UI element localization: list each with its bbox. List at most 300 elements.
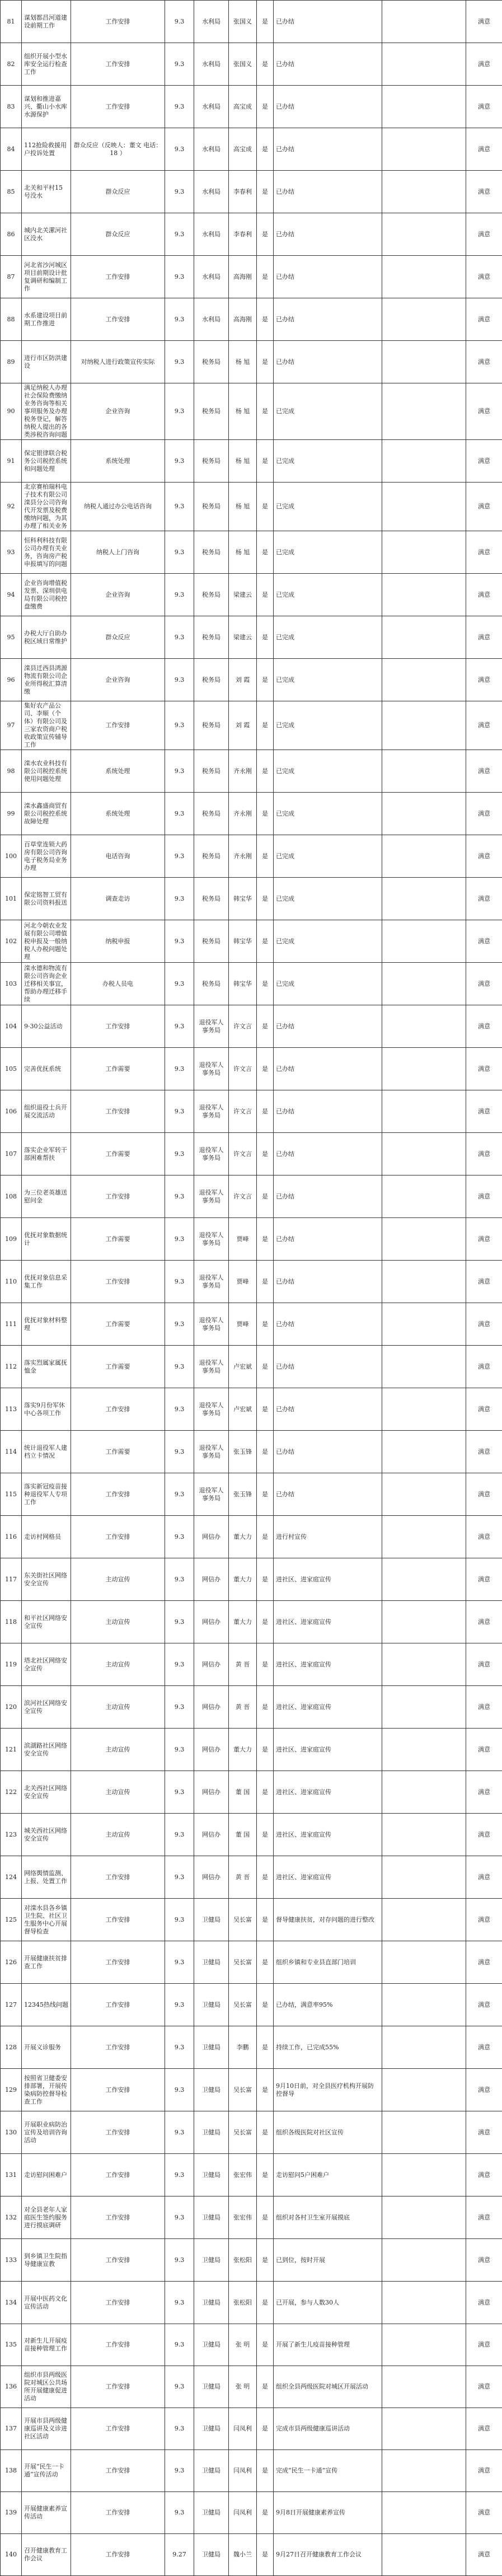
row-number: 117 <box>1 1558 22 1601</box>
handling-result: 进社区、进家庭宣传 <box>274 1729 382 1771</box>
table-row <box>1 1984 502 2026</box>
department: 卫健局 <box>194 2154 229 2196</box>
completed-flag: 是 <box>257 213 274 256</box>
satisfaction: 满意 <box>466 1218 502 1261</box>
task-content: 组织开展小型水库安全运行检查工作 <box>22 43 71 86</box>
row-number: 112 <box>1 1346 22 1388</box>
row-number: 101 <box>1 878 22 920</box>
responsible-person: 贾峰 <box>229 1218 257 1261</box>
responsible-person: 卢宏斌 <box>229 1346 257 1388</box>
department: 退役军人事务局 <box>194 1346 229 1388</box>
table-row <box>1 383 502 440</box>
table-row <box>1 2450 502 2492</box>
satisfaction: 满意 <box>466 878 502 920</box>
row-number: 89 <box>1 341 22 383</box>
empty-cell <box>382 440 466 483</box>
task-content: 滨河社区网络安全宣传 <box>22 1686 71 1729</box>
department: 网信办 <box>194 1771 229 1814</box>
satisfaction: 满意 <box>466 1048 502 1090</box>
task-date: 9.3 <box>165 701 194 750</box>
row-number: 132 <box>1 2196 22 2239</box>
completed-flag: 是 <box>257 1899 274 1941</box>
handling-result: 9月8日开展健康素养宣传 <box>274 2492 382 2534</box>
table-body <box>1 1 502 2576</box>
handling-result: 已办结 <box>274 43 382 86</box>
handling-result: 已办结 <box>274 1048 382 1090</box>
table-row <box>1 659 502 701</box>
task-type: 工作安排 <box>71 701 165 750</box>
department: 卫健局 <box>194 2026 229 2069</box>
completed-flag: 是 <box>257 574 274 616</box>
table-row <box>1 2026 502 2069</box>
handling-result: 已办结 <box>274 1261 382 1303</box>
task-content: 按照省卫健委安排部署，开展传染病防控督导检查工作 <box>22 2069 71 2111</box>
row-number: 94 <box>1 574 22 616</box>
department: 卫健局 <box>194 2111 229 2154</box>
responsible-person: 董大力 <box>229 1558 257 1601</box>
empty-cell <box>382 1516 466 1558</box>
task-date: 9.3 <box>165 2196 194 2239</box>
handling-result: 进社区、进家庭宣传 <box>274 1686 382 1729</box>
task-type: 工作安排 <box>71 1090 165 1133</box>
row-number: 140 <box>1 2534 22 2576</box>
handling-result: 已办结 <box>274 1 382 43</box>
responsible-person: 张 明 <box>229 2366 257 2408</box>
department: 卫健局 <box>194 2196 229 2239</box>
responsible-person: 刘 霞 <box>229 701 257 750</box>
task-date: 9.3 <box>165 1 194 43</box>
task-date: 9.3 <box>165 1133 194 1175</box>
responsible-person: 梁建云 <box>229 574 257 616</box>
row-number: 98 <box>1 750 22 793</box>
task-type: 工作安排 <box>71 1473 165 1516</box>
task-content: 对新生儿开展疫苗接种管理工作 <box>22 2324 71 2366</box>
table-row <box>1 213 502 256</box>
task-date: 9.3 <box>165 1473 194 1516</box>
completed-flag: 是 <box>257 2282 274 2324</box>
responsible-person: 张国义 <box>229 43 257 86</box>
task-type: 工作安排 <box>71 2196 165 2239</box>
handling-result: 组织对各村卫生室开展摸底 <box>274 2196 382 2239</box>
task-date: 9.3 <box>165 171 194 213</box>
satisfaction: 满意 <box>466 1516 502 1558</box>
department: 网信办 <box>194 1729 229 1771</box>
department: 卫健局 <box>194 2450 229 2492</box>
task-type: 工作安排 <box>71 1941 165 1984</box>
handling-result: 已办结 <box>274 341 382 383</box>
department: 税务局 <box>194 963 229 1005</box>
completed-flag: 是 <box>257 128 274 171</box>
table-row <box>1 1175 502 1218</box>
task-content: 滦水鑫盛商贸有限公司税控系统故障处理 <box>22 793 71 835</box>
task-content: 办税大厅自助办税区域日常维护 <box>22 616 71 659</box>
row-number: 114 <box>1 1431 22 1473</box>
empty-cell <box>382 2239 466 2282</box>
department: 退役军人事务局 <box>194 1048 229 1090</box>
task-type: 工作安排 <box>71 1899 165 1941</box>
task-type: 纳税人上门咨询 <box>71 531 165 574</box>
table-row <box>1 701 502 750</box>
completed-flag: 是 <box>257 1388 274 1431</box>
table-row <box>1 1856 502 1899</box>
empty-cell <box>382 1133 466 1175</box>
responsible-person: 黄 晋 <box>229 1856 257 1899</box>
completed-flag: 是 <box>257 2111 274 2154</box>
responsible-person: 许文言 <box>229 1005 257 1048</box>
row-number: 115 <box>1 1473 22 1516</box>
task-date: 9.3 <box>165 440 194 483</box>
responsible-person: 李春利 <box>229 213 257 256</box>
completed-flag: 是 <box>257 1729 274 1771</box>
satisfaction: 满意 <box>466 383 502 440</box>
responsible-person: 韩宝华 <box>229 963 257 1005</box>
handling-result: 已完成 <box>274 574 382 616</box>
table-row <box>1 2366 502 2408</box>
satisfaction: 满意 <box>466 2239 502 2282</box>
completed-flag: 是 <box>257 1516 274 1558</box>
task-content: 对滦水县各乡镇卫生院、社区卫生服务中心开展督导检查 <box>22 1899 71 1941</box>
row-number: 83 <box>1 86 22 128</box>
row-number: 139 <box>1 2492 22 2534</box>
department: 税务局 <box>194 750 229 793</box>
completed-flag: 是 <box>257 1686 274 1729</box>
task-type: 工作安排 <box>71 1261 165 1303</box>
row-number: 97 <box>1 701 22 750</box>
table-row <box>1 2324 502 2366</box>
task-type: 工作需要 <box>71 1048 165 1090</box>
handling-result: 已办结 <box>274 298 382 341</box>
completed-flag: 是 <box>257 2154 274 2196</box>
satisfaction: 满意 <box>466 341 502 383</box>
handling-result: 走访慰问5户困难户 <box>274 2154 382 2196</box>
table-row <box>1 2154 502 2196</box>
task-date: 9.3 <box>165 213 194 256</box>
row-number: 82 <box>1 43 22 86</box>
satisfaction: 满意 <box>466 1175 502 1218</box>
satisfaction: 满意 <box>466 1431 502 1473</box>
department: 退役军人事务局 <box>194 1218 229 1261</box>
satisfaction: 满意 <box>466 1261 502 1303</box>
completed-flag: 是 <box>257 1941 274 1984</box>
task-content: 开展职业病防治宣传及培训咨询活动 <box>22 2111 71 2154</box>
empty-cell <box>382 2534 466 2576</box>
completed-flag: 是 <box>257 878 274 920</box>
task-date: 9.27 <box>165 2534 194 2576</box>
task-content: 满足纳税人办理社会保险费缴纳业务咨询等相关事项服务及办理税务登记，解答纳税人提出的各类涉税咨询问题 <box>22 383 71 440</box>
satisfaction: 满意 <box>466 835 502 878</box>
task-date: 9.3 <box>165 2492 194 2534</box>
responsible-person: 高海刚 <box>229 256 257 298</box>
task-type: 工作安排 <box>71 1984 165 2026</box>
task-date: 9.3 <box>165 256 194 298</box>
empty-cell <box>382 1346 466 1388</box>
completed-flag: 是 <box>257 1643 274 1686</box>
department: 退役军人事务局 <box>194 1133 229 1175</box>
task-type: 工作安排 <box>71 2534 165 2576</box>
department: 税务局 <box>194 616 229 659</box>
empty-cell <box>382 2026 466 2069</box>
satisfaction: 满意 <box>466 1005 502 1048</box>
row-number: 128 <box>1 2026 22 2069</box>
responsible-person: 黄 晋 <box>229 1686 257 1729</box>
handling-result: 已办结 <box>274 1090 382 1133</box>
task-type: 主动宣传 <box>71 1558 165 1601</box>
task-content: 网络舆情监测、上报、处置工作 <box>22 1856 71 1899</box>
satisfaction: 满意 <box>466 920 502 963</box>
table-row <box>1 531 502 574</box>
task-type: 群众反应 <box>71 616 165 659</box>
task-date: 9.3 <box>165 2111 194 2154</box>
empty-cell <box>382 2069 466 2111</box>
table-row <box>1 298 502 341</box>
task-date: 9.3 <box>165 1388 194 1431</box>
department: 税务局 <box>194 574 229 616</box>
task-content: 统计退役军人建档立卡情况 <box>22 1431 71 1473</box>
empty-cell <box>382 878 466 920</box>
empty-cell <box>382 1686 466 1729</box>
responsible-person: 齐永刚 <box>229 835 257 878</box>
row-number: 129 <box>1 2069 22 2111</box>
task-type: 企业咨询 <box>71 659 165 701</box>
empty-cell <box>382 43 466 86</box>
handling-result: 完成市县两级健康巡讲活动 <box>274 2408 382 2450</box>
department: 退役军人事务局 <box>194 1303 229 1346</box>
completed-flag: 是 <box>257 1346 274 1388</box>
table-row <box>1 171 502 213</box>
department: 退役军人事务局 <box>194 1005 229 1048</box>
department: 税务局 <box>194 483 229 531</box>
satisfaction: 满意 <box>466 2408 502 2450</box>
task-type: 电话咨询 <box>71 835 165 878</box>
task-content: 落实企业军转干部困难帮扶 <box>22 1133 71 1175</box>
department: 卫健局 <box>194 2069 229 2111</box>
row-number: 100 <box>1 835 22 878</box>
row-number: 104 <box>1 1005 22 1048</box>
task-type: 系统处理 <box>71 440 165 483</box>
department: 退役军人事务局 <box>194 1473 229 1516</box>
responsible-person: 闫凤利 <box>229 2450 257 2492</box>
completed-flag: 是 <box>257 2324 274 2366</box>
department: 退役军人事务局 <box>194 1388 229 1431</box>
task-date: 9.3 <box>165 574 194 616</box>
empty-cell <box>382 1303 466 1346</box>
handling-result: 已办结 <box>274 1175 382 1218</box>
task-content: 为三位老英雄送慰问金 <box>22 1175 71 1218</box>
row-number: 105 <box>1 1048 22 1090</box>
task-type: 主动宣传 <box>71 1643 165 1686</box>
table-row <box>1 1090 502 1133</box>
task-content: 东关街社区网络安全宣传 <box>22 1558 71 1601</box>
table-row <box>1 1686 502 1729</box>
task-date: 9.3 <box>165 86 194 128</box>
satisfaction: 满意 <box>466 2069 502 2111</box>
row-number: 90 <box>1 383 22 440</box>
satisfaction: 满意 <box>466 1899 502 1941</box>
task-date: 9.3 <box>165 1303 194 1346</box>
task-type: 工作安排 <box>71 1 165 43</box>
task-date: 9.3 <box>165 1814 194 1856</box>
handling-result: 已完成 <box>274 835 382 878</box>
task-type: 工作安排 <box>71 2154 165 2196</box>
responsible-person: 张玉锋 <box>229 1431 257 1473</box>
row-number: 127 <box>1 1984 22 2026</box>
row-number: 107 <box>1 1133 22 1175</box>
responsible-person: 吴长富 <box>229 2111 257 2154</box>
task-type: 主动宣传 <box>71 1814 165 1856</box>
completed-flag: 是 <box>257 298 274 341</box>
department: 网信办 <box>194 1601 229 1643</box>
satisfaction: 满意 <box>466 2366 502 2408</box>
handling-result: 已完成 <box>274 920 382 963</box>
handling-result: 进社区、进家庭宣传 <box>274 1814 382 1856</box>
department: 网信办 <box>194 1516 229 1558</box>
satisfaction: 满意 <box>466 1303 502 1346</box>
table-row <box>1 963 502 1005</box>
task-content: 落实烈属家属抚恤金 <box>22 1346 71 1388</box>
task-date: 9.3 <box>165 2069 194 2111</box>
empty-cell <box>382 1090 466 1133</box>
completed-flag: 是 <box>257 1984 274 2026</box>
handling-result: 已办结 <box>274 1005 382 1048</box>
handling-result: 已办结 <box>274 256 382 298</box>
responsible-person: 卢宏斌 <box>229 1388 257 1431</box>
task-content: 开展健康素养宣传活动 <box>22 2492 71 2534</box>
row-number: 125 <box>1 1899 22 1941</box>
task-type: 对纳税人进行政策宣传实际 <box>71 341 165 383</box>
satisfaction: 满意 <box>466 1346 502 1388</box>
completed-flag: 是 <box>257 1601 274 1643</box>
empty-cell <box>382 383 466 440</box>
table-row <box>1 1218 502 1261</box>
task-type: 工作安排 <box>71 1856 165 1899</box>
table-row <box>1 1048 502 1090</box>
responsible-person: 董大力 <box>229 1729 257 1771</box>
table-row <box>1 1388 502 1431</box>
table-row <box>1 1771 502 1814</box>
task-date: 9.3 <box>165 1558 194 1601</box>
department: 税务局 <box>194 383 229 440</box>
row-number: 106 <box>1 1090 22 1133</box>
satisfaction: 满意 <box>466 1856 502 1899</box>
satisfaction: 满意 <box>466 1601 502 1643</box>
task-date: 9.3 <box>165 793 194 835</box>
handling-result: 已办结 <box>274 128 382 171</box>
department: 水利局 <box>194 256 229 298</box>
satisfaction: 满意 <box>466 1 502 43</box>
department: 卫健局 <box>194 2366 229 2408</box>
handling-result: 已完成 <box>274 963 382 1005</box>
satisfaction: 满意 <box>466 128 502 171</box>
row-number: 133 <box>1 2239 22 2282</box>
responsible-person: 韩宝华 <box>229 878 257 920</box>
task-type: 工作安排 <box>71 1005 165 1048</box>
completed-flag: 是 <box>257 2534 274 2576</box>
department: 网信办 <box>194 1643 229 1686</box>
task-content: 走访慰问困难户 <box>22 2154 71 2196</box>
row-number: 109 <box>1 1218 22 1261</box>
task-date: 9.3 <box>165 1899 194 1941</box>
department: 退役军人事务局 <box>194 1431 229 1473</box>
task-content: 河北省沙河城区项目前期设计批复调研和编制工作 <box>22 256 71 298</box>
satisfaction: 满意 <box>466 963 502 1005</box>
responsible-person: 董 国 <box>229 1771 257 1814</box>
department: 卫健局 <box>194 2408 229 2450</box>
table-row <box>1 835 502 878</box>
task-date: 9.3 <box>165 878 194 920</box>
completed-flag: 是 <box>257 383 274 440</box>
satisfaction: 满意 <box>466 750 502 793</box>
responsible-person: 李春利 <box>229 171 257 213</box>
table-row <box>1 2492 502 2534</box>
task-type: 主动宣传 <box>71 1771 165 1814</box>
responsible-person: 董大力 <box>229 1516 257 1558</box>
table-row <box>1 1601 502 1643</box>
responsible-person: 杨 旭 <box>229 383 257 440</box>
task-content: 优抚对象信息采集工作 <box>22 1261 71 1303</box>
satisfaction: 满意 <box>466 1771 502 1814</box>
task-date: 9.3 <box>165 1984 194 2026</box>
empty-cell <box>382 1601 466 1643</box>
task-content: 组织退役士兵开展交流活动 <box>22 1090 71 1133</box>
row-number: 102 <box>1 920 22 963</box>
table-row <box>1 1729 502 1771</box>
task-date: 9.3 <box>165 298 194 341</box>
satisfaction: 满意 <box>466 2450 502 2492</box>
table-row <box>1 2111 502 2154</box>
task-content: 保定铭智工贸有限公司资料报送 <box>22 878 71 920</box>
row-number: 134 <box>1 2282 22 2324</box>
empty-cell <box>382 1558 466 1601</box>
task-type: 工作安排 <box>71 2026 165 2069</box>
task-content: 9·30公益活动 <box>22 1005 71 1048</box>
handling-result: 已完成 <box>274 383 382 440</box>
satisfaction: 满意 <box>466 1388 502 1431</box>
satisfaction: 满意 <box>466 2324 502 2366</box>
completed-flag: 是 <box>257 43 274 86</box>
responsible-person: 梁建云 <box>229 616 257 659</box>
department: 退役军人事务局 <box>194 1175 229 1218</box>
task-type: 工作需要 <box>71 1431 165 1473</box>
task-date: 9.3 <box>165 1218 194 1261</box>
empty-cell <box>382 750 466 793</box>
task-type: 工作安排 <box>71 2239 165 2282</box>
empty-cell <box>382 1941 466 1984</box>
department: 税务局 <box>194 659 229 701</box>
task-date: 9.3 <box>165 2450 194 2492</box>
satisfaction: 满意 <box>466 2492 502 2534</box>
task-type: 工作需要 <box>71 1346 165 1388</box>
task-type: 工作安排 <box>71 43 165 86</box>
table-row <box>1 1941 502 1984</box>
task-content: 开展义诊服务 <box>22 2026 71 2069</box>
empty-cell <box>382 2408 466 2450</box>
empty-cell <box>382 1643 466 1686</box>
task-type: 企业咨询 <box>71 574 165 616</box>
task-date: 9.3 <box>165 2366 194 2408</box>
task-date: 9.3 <box>165 1729 194 1771</box>
task-date: 9.3 <box>165 1643 194 1686</box>
task-date: 9.3 <box>165 2239 194 2282</box>
table-row <box>1 2408 502 2450</box>
task-type: 系统处理 <box>71 793 165 835</box>
handling-result: 已完成 <box>274 483 382 531</box>
task-content: 城内北关漯河社区没水 <box>22 213 71 256</box>
task-content: 112抢险救援用户投诉处置 <box>22 128 71 171</box>
empty-cell <box>382 2450 466 2492</box>
responsible-person: 张 明 <box>229 2324 257 2366</box>
empty-cell <box>382 1984 466 2026</box>
department: 卫健局 <box>194 2239 229 2282</box>
